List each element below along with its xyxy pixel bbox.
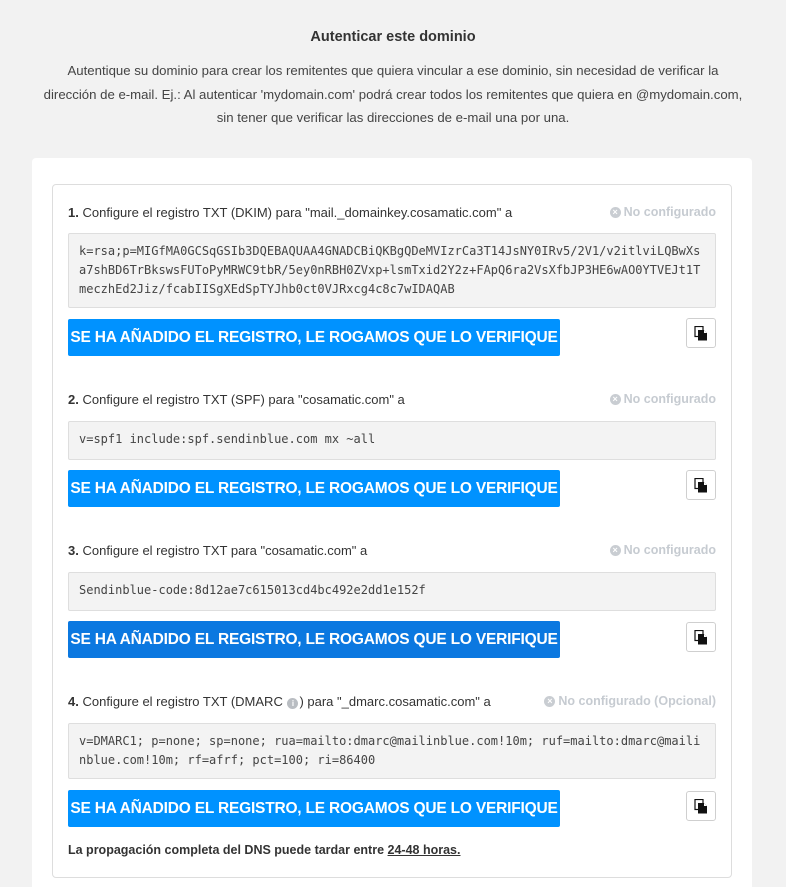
status-badge: [610, 205, 716, 219]
copy-button[interactable]: [686, 318, 716, 348]
status-text: No configurado: [623, 205, 716, 219]
page-title: Autenticar este dominio: [310, 29, 476, 45]
copy-button[interactable]: [686, 791, 716, 821]
step-label: [68, 543, 367, 558]
step-number: 4.: [68, 694, 79, 709]
footer-text: La propagación completa del DNS puede tardar entre: [68, 843, 385, 857]
step-text: Configure el registro TXT para "cosamatic.com" a: [82, 543, 368, 558]
status-text: No configurado (Opcional): [558, 694, 716, 708]
status-badge: [610, 392, 716, 406]
step-number: 2.: [68, 392, 79, 407]
step-dmarc: [68, 694, 716, 834]
verify-record-button[interactable]: SE HA AÑADIDO EL REGISTRO, LE ROGAMOS QUE LO VERIFIQUE: [68, 319, 560, 356]
intro-text: Autentique su dominio para crear los remitentes que quiera vincular a ese dominio, sin necesidad de verificar la dirección de e-mail. Ej.: Al autenticar 'mydomain.com' podrá crear todos los remitentes que quiera en @mydomain.com, sin tener que verificar las direcciones de e-mail una por una.: [43, 63, 743, 125]
step-number: 3.: [68, 543, 79, 558]
step-text-suffix: ) para "_dmarc.cosamatic.com" a: [299, 694, 491, 709]
copy-icon: [694, 630, 708, 645]
status-text: No configurado: [623, 392, 716, 406]
step-verification-code: [68, 543, 716, 663]
step-text: Configure el registro TXT (DMARC: [82, 694, 283, 709]
verify-record-button[interactable]: SE HA AÑADIDO EL REGISTRO, LE ROGAMOS QUE LO VERIFIQUE: [68, 470, 560, 507]
step-dkim: [68, 205, 716, 355]
dns-propagation-note: [68, 843, 461, 857]
copy-button[interactable]: [686, 470, 716, 500]
info-icon[interactable]: i: [287, 698, 298, 709]
step-number: 1.: [68, 205, 79, 220]
x-circle-icon: ×: [610, 207, 621, 218]
step-label: [68, 392, 405, 407]
copy-icon: [694, 799, 708, 814]
x-circle-icon: ×: [610, 394, 621, 405]
copy-icon: [694, 326, 708, 341]
step-label: [68, 205, 512, 220]
x-circle-icon: ×: [544, 696, 555, 707]
verify-record-button[interactable]: SE HA AÑADIDO EL REGISTRO, LE ROGAMOS QUE LO VERIFIQUE: [68, 621, 560, 658]
step-label: [68, 694, 491, 709]
record-value[interactable]: k=rsa;p=MIGfMA0GCSqGSIb3DQEBAQUAA4GNADCBiQKBgQDeMVIzrCa3T14JsNY0IRv5/2V1/v2itlviLQBwXsa7shBD6TrBkswsFUToPyMRWC9tbR/5ey0nRBH0ZVxp+lsmTxid2Y2z+FApQ6ra2VsXfbJP3HE6wAO0YTVEJt1TmeczhEd2Jiz/fcabIISgXEdSpTYJhb0ct0VJRxcg4c8c7wIDAQAB: [68, 233, 716, 308]
status-text: No configurado: [623, 543, 716, 557]
step-text: Configure el registro TXT (DKIM) para "mail._domainkey.cosamatic.com" a: [82, 205, 513, 220]
record-value[interactable]: Sendinblue-code:8d12ae7c615013cd4bc492e2dd1e152f: [68, 572, 716, 611]
propagation-time-link[interactable]: 24-48 horas.: [387, 843, 461, 857]
step-spf: [68, 392, 716, 512]
x-circle-icon: ×: [610, 545, 621, 556]
status-badge: [610, 543, 716, 557]
verify-record-button[interactable]: SE HA AÑADIDO EL REGISTRO, LE ROGAMOS QUE LO VERIFIQUE: [68, 790, 560, 827]
record-value[interactable]: v=DMARC1; p=none; sp=none; rua=mailto:dmarc@mailinblue.com!10m; ruf=mailto:dmarc@mailinblue.com!10m; rf=afrf; pct=100; ri=86400: [68, 723, 716, 779]
step-text: Configure el registro TXT (SPF) para "cosamatic.com" a: [82, 392, 405, 407]
status-badge: [544, 694, 716, 708]
copy-button[interactable]: [686, 622, 716, 652]
copy-icon: [694, 478, 708, 493]
record-value[interactable]: v=spf1 include:spf.sendinblue.com mx ~all: [68, 421, 716, 460]
